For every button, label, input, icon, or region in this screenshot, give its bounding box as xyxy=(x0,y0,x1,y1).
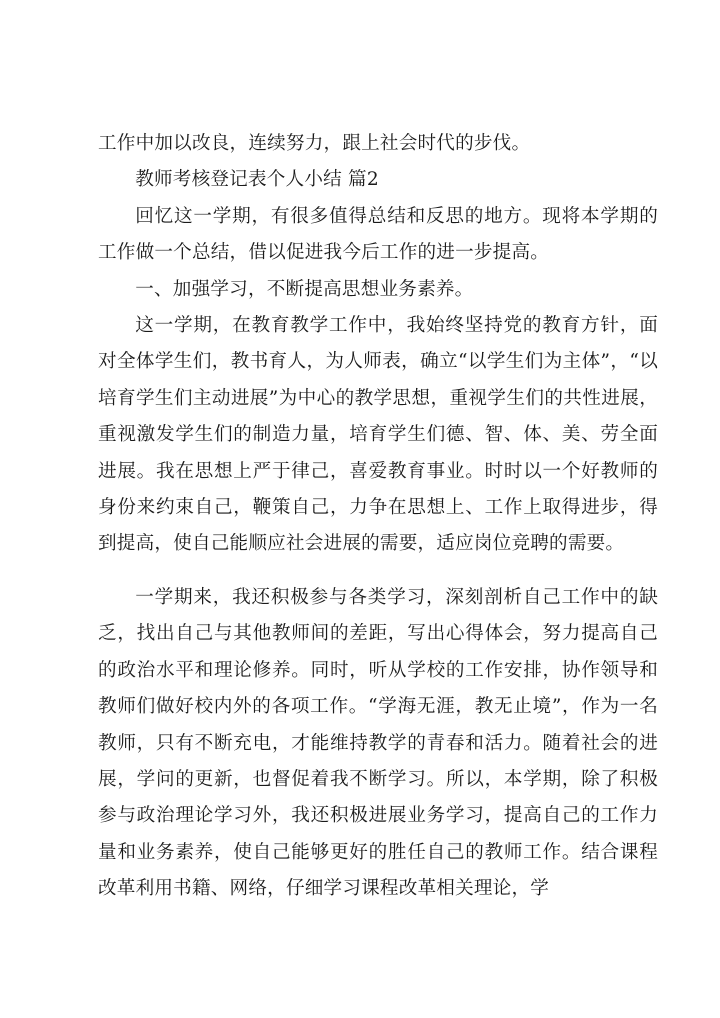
paragraph-body-1: 这一学期，在教育教学工作中，我始终坚持党的教育方针，面对全体学生们，教书育人，为人师表，确立“以学生们为主体”，“以培育学生们主动进展”为中心的教学思想，重视学生们的共性进展，重视激发学生们的制造力量，培育学生们德、智、体、美、劳全面进展。我在思想上严于律己，喜爱教育事业。时时以一个好教师的身份来约束自己，鞭策自己，力争在思想上、工作上取得进步，得到提高，使自己能顺应社会进展的需要，适应岗位竞聘的需要。 xyxy=(98,315,658,555)
paragraph-intro: 回忆这一学期，有很多值得总结和反思的地方。现将本学期的工作做一个总结，借以促进我今后工作的进一步提高。 xyxy=(98,205,658,264)
document-body xyxy=(98,126,658,908)
subsection-heading: 一、加强学习，不断提高思想业务素养。 xyxy=(135,278,474,300)
paragraph-continuation: 工作中加以改良，连续努力，跟上社会时代的步伐。 xyxy=(98,133,531,154)
paragraph-body-2: 一学期来，我还积极参与各类学习，深刻剖析自己工作中的缺乏，找出自己与其他教师间的差距，写出心得体会，努力提高自己的政治水平和理论修养。同时，听从学校的工作安排，协作领导和教师们做好校内外的各项工作。“学海无涯，教无止境”，作为一名教师，只有不断充电，才能维持教学的青春和活力。随着社会的进展，学问的更新，也督促着我不断学习。所以，本学期，除了积极参与政治理论学习外，我还积极进展业务学习，提高自己的工作力量和业务素养，使自己能够更好的胜任自己的教师工作。结合课程改革利用书籍、网络，仔细学习课程改革相关理论，学 xyxy=(98,586,658,900)
section-heading: 教师考核登记表个人小结 篇2 xyxy=(135,169,379,191)
